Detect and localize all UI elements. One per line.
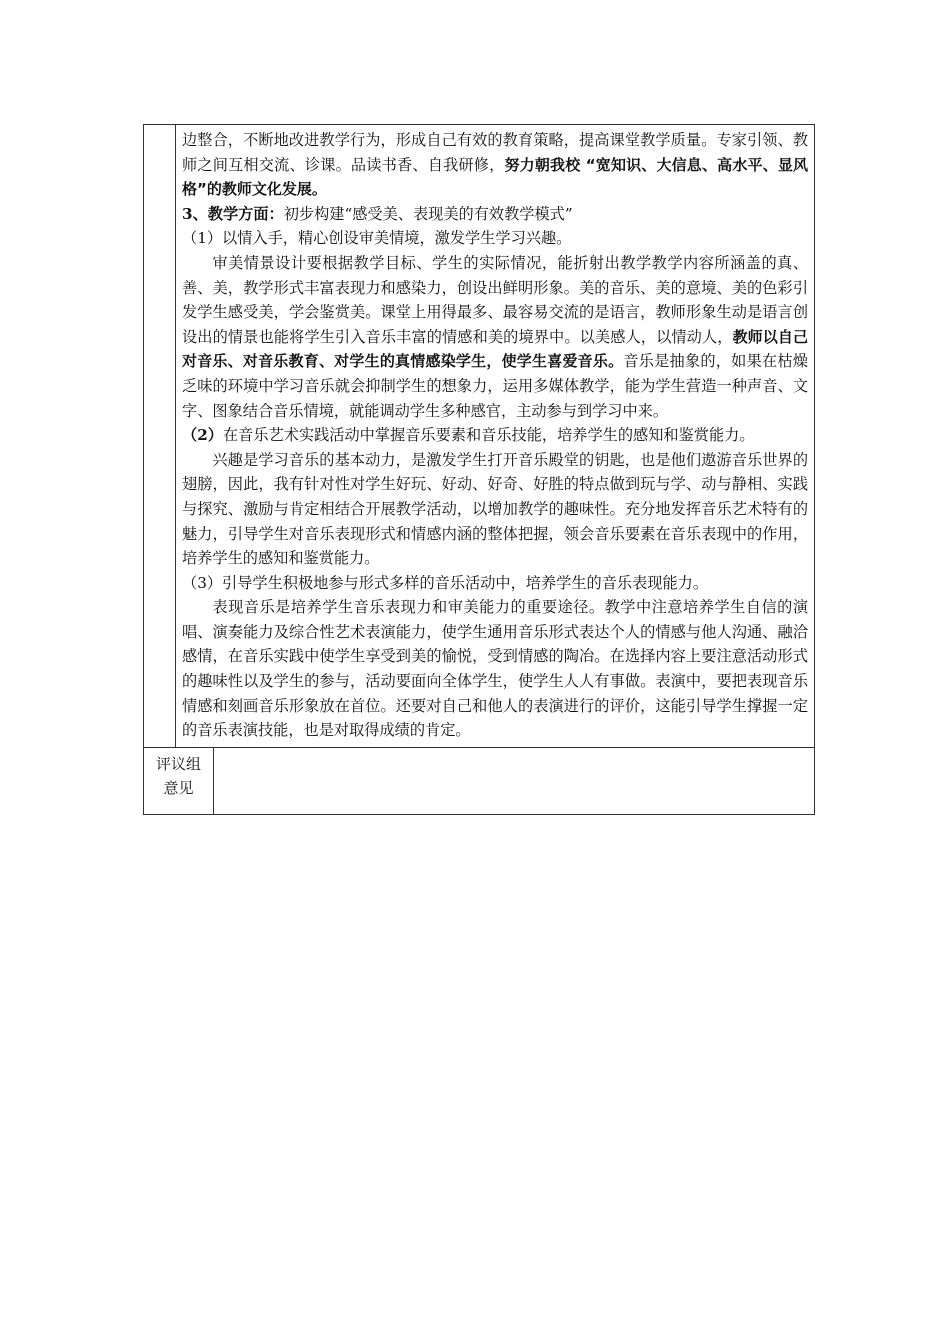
item1-para-b: 音乐是抽象的，如果在枯燥乏味的环境中学习音乐就会抑制学生的想象力，运用多媒体教学，能为学生营造一种声音、文字、图象结合音乐情境，就能调动学生多种感官，主动参与到学习中来。 xyxy=(182,352,808,420)
review-label-line2: 意见 xyxy=(163,778,194,797)
continuation-paragraph xyxy=(182,128,808,202)
section3-heading xyxy=(182,202,808,227)
summary-table xyxy=(143,124,815,815)
continuation-text: 边整合，不断地改进教学行为，形成自己有效的教育策略，提高课堂教学质量。专家引领、教师之间互相交流、诊课。品读书香、自我研修， xyxy=(182,131,808,174)
review-value-cell xyxy=(214,747,815,814)
review-label-line1: 评议组 xyxy=(155,754,201,773)
left-blank-cell xyxy=(144,125,176,748)
item3-paragraph: 表现音乐是培养学生音乐表现力和审美能力的重要途径。教学中注意培养学生自信的演唱、演奏能力及综合性艺术表演能力，使学生通用音乐形式表达个人的情感与他人沟通、融洽感情，在音乐实践中使学生享受到美的愉悦，受到情感的陶冶。在选择内容上要注意活动形式的趣味性以及学生的参与，活动要面向全体学生，使学生人人有事做。表演中，要把表现音乐情感和刻画音乐形象放在首位。还要对自己和他人的表演进行的评价，这能引导学生撑握一定的音乐表演技能，也是对取得成绩的肯定。 xyxy=(182,598,808,740)
item2-paragraph: 兴趣是学习音乐的基本动力，是激发学生打开音乐殿堂的钥匙，也是他们遨游音乐世界的翅膀，因此，我有针对性对学生好玩、好动、好奇、好胜的特点做到玩与学、动与静相、实践与探究、激励与肯定相结合开展教学活动，以增加教学的趣味性。充分地发挥音乐艺术特有的魅力，引导学生对音乐表现形式和情感内涵的整体把握，领会音乐要素在音乐表现中的作用，培养学生的感知和鉴赏能力。 xyxy=(182,450,808,568)
item2-title-number: （2） xyxy=(182,426,223,445)
item1-para-bold: 教师以自己对音乐、对音乐教育、对学生的真情感染学生，使学生喜爱音乐。 xyxy=(182,327,808,371)
content-row xyxy=(144,125,815,748)
item2-title xyxy=(182,423,808,448)
continuation-bold-text: 努力朝我校 “宽知识、大信息、高水平、显风格”的教师文化发展。 xyxy=(182,155,808,199)
section3-heading-label: 3、教学方面： xyxy=(182,204,284,223)
section3-heading-rest: 初步构建“感受美、表现美的有效教学模式” xyxy=(283,204,573,223)
item3-title: （3）引导学生积极地参与形式多样的音乐活动中，培养学生的音乐表现能力。 xyxy=(182,573,709,592)
item1-title: （1）以情入手，精心创设审美情境，激发学生学习兴趣。 xyxy=(182,229,572,248)
item2-title-text: 在音乐艺术实践活动中掌握音乐要素和音乐技能，培养学生的感知和鉴赏能力。 xyxy=(222,426,755,445)
item1-para-a: 审美情景设计要根据教学目标、学生的实际情况，能折射出教学教学内容所涵盖的真、善、美，教学形式丰富表现力和感染力，创设出鲜明形象。美的音乐、美的意境、美的色彩引发学生感受美，学会鉴赏美。课堂上用得最多、最容易交流的是语言，教师形象生动是语言创设出的情景也能将学生引入音乐丰富的情感和美的境界中。以美感人，以情动人， xyxy=(182,253,808,346)
content-cell xyxy=(176,125,815,748)
review-row xyxy=(144,747,815,814)
review-label-cell xyxy=(144,747,214,814)
item1-paragraph xyxy=(182,251,808,423)
